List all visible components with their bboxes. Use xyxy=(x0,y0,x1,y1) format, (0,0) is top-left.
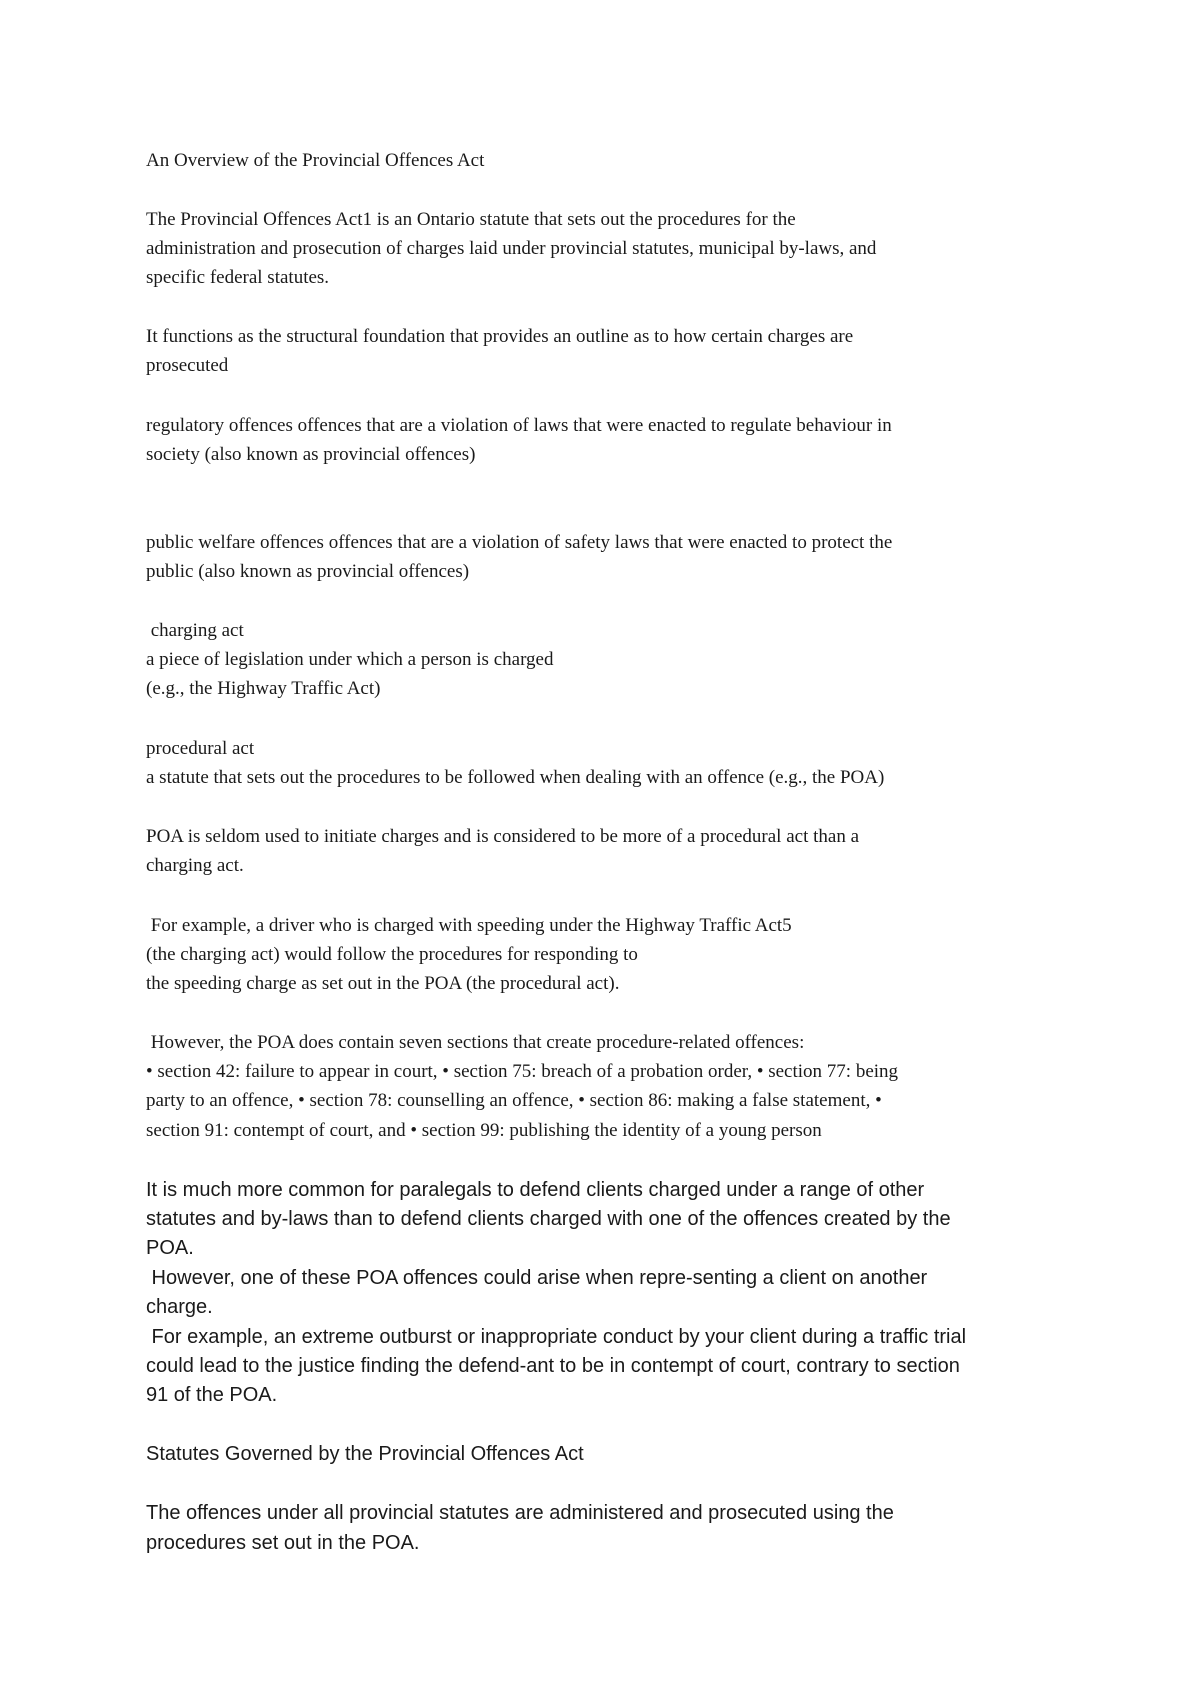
poa-seldom-line1: POA is seldom used to initiate charges and is considered to be more of a procedural act than a xyxy=(146,826,860,847)
example1-line3: the speeding charge as set out in the POA (the procedural act). xyxy=(146,973,620,994)
regulatory-line1: regulatory offences offences that are a violation of laws that were enacted to regulate behaviour in xyxy=(146,415,892,436)
example1-line1: For example, a driver who is charged with speeding under the Highway Traffic Act5 xyxy=(146,915,792,936)
sections-line4: section 91: contempt of court, and • section 99: publishing the identity of a young person xyxy=(146,1120,822,1141)
paralegals-line5: charge. xyxy=(146,1296,213,1318)
sections-line3: party to an offence, • section 78: counselling an offence, • section 86: making a false statement, • xyxy=(146,1090,882,1111)
paralegals-line3: POA. xyxy=(146,1237,194,1259)
charging-act-definition: a piece of legislation under which a person is charged xyxy=(146,649,554,670)
sections-line2: • section 42: failure to appear in court, • section 75: breach of a probation order, • section 77: being xyxy=(146,1061,899,1082)
paralegals-line7: could lead to the justice finding the defend-ant to be in contempt of court, contrary to section xyxy=(146,1355,960,1377)
para2-line1: It functions as the structural foundation that provides an outline as to how certain charges are xyxy=(146,326,854,347)
para1-line1: The Provincial Offences Act1 is an Ontario statute that sets out the procedures for the xyxy=(146,209,796,230)
poa-seldom-line2: charging act. xyxy=(146,855,244,876)
procedural-act-definition: a statute that sets out the procedures to be followed when dealing with an offence (e.g., the POA) xyxy=(146,767,885,788)
document-title: An Overview of the Provincial Offences Act xyxy=(146,150,485,171)
para2-line2: prosecuted xyxy=(146,355,229,376)
paralegals-line2: statutes and by-laws than to defend clients charged with one of the offences created by the xyxy=(146,1208,951,1230)
section-heading: Statutes Governed by the Provincial Offences Act xyxy=(146,1443,584,1465)
final-line1: The offences under all provincial statutes are administered and prosecuted using the xyxy=(146,1502,894,1524)
final-line2: procedures set out in the POA. xyxy=(146,1532,420,1554)
procedural-act-term: procedural act xyxy=(146,738,255,759)
para1-line2: administration and prosecution of charges laid under provincial statutes, municipal by-laws, and xyxy=(146,238,877,259)
paralegals-line8: 91 of the POA. xyxy=(146,1384,278,1406)
public-welfare-line2: public (also known as provincial offences) xyxy=(146,561,470,582)
paralegals-line1: It is much more common for paralegals to defend clients charged under a range of other xyxy=(146,1179,925,1201)
para1-line3: specific federal statutes. xyxy=(146,267,330,288)
example1-line2: (the charging act) would follow the procedures for responding to xyxy=(146,944,638,965)
charging-act-term: charging act xyxy=(146,620,244,641)
charging-act-example: (e.g., the Highway Traffic Act) xyxy=(146,678,381,699)
sections-line1: However, the POA does contain seven sections that create procedure-related offences: xyxy=(146,1032,805,1053)
public-welfare-line1: public welfare offences offences that are a violation of safety laws that were enacted to protect the xyxy=(146,532,893,553)
regulatory-line2: society (also known as provincial offences) xyxy=(146,444,476,465)
paralegals-line6: For example, an extreme outburst or inappropriate conduct by your client during a traffic trial xyxy=(146,1326,967,1348)
paralegals-line4: However, one of these POA offences could arise when repre-senting a client on another xyxy=(146,1267,928,1289)
